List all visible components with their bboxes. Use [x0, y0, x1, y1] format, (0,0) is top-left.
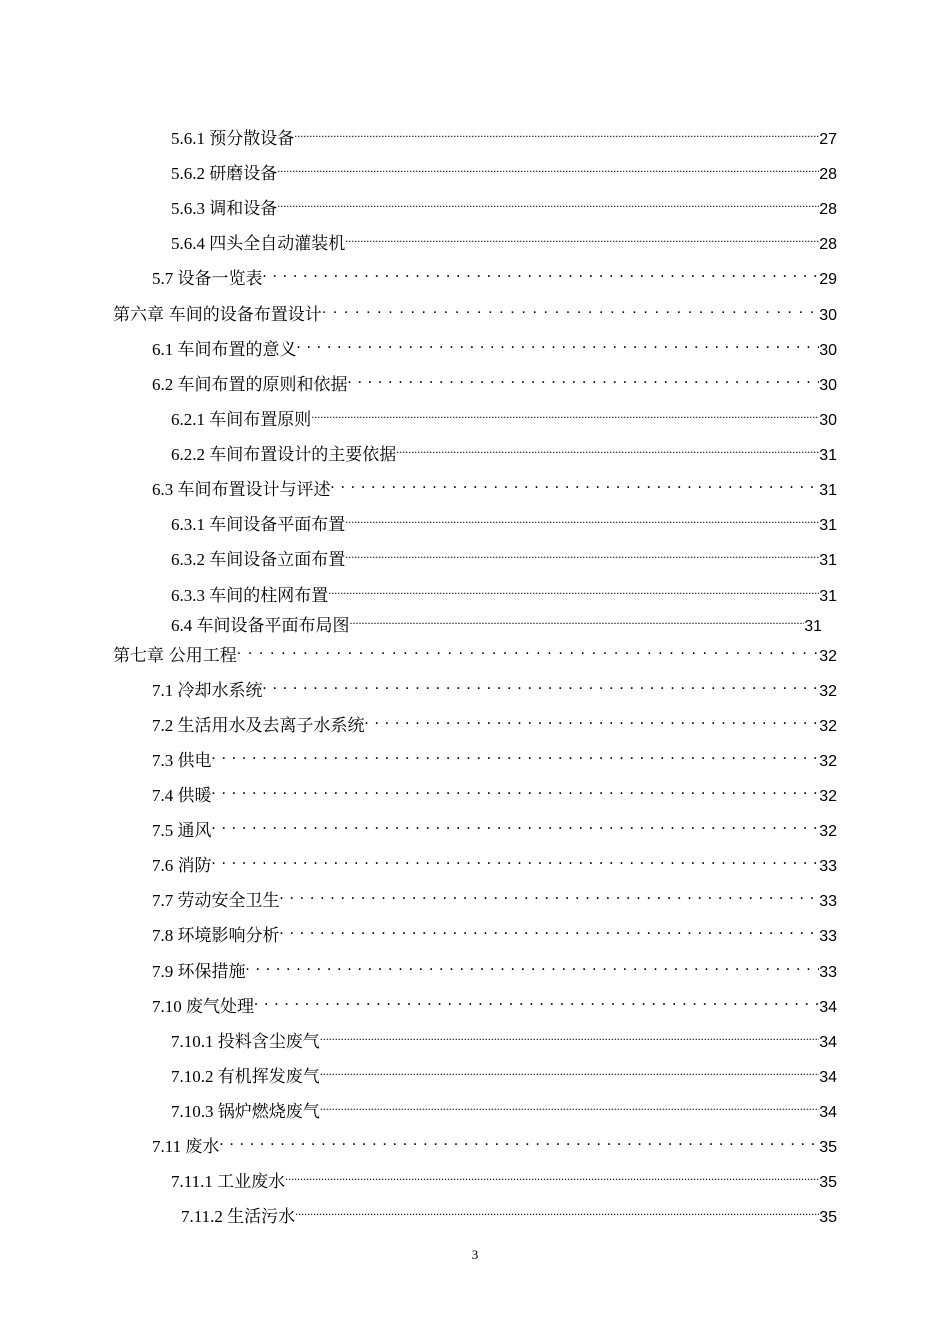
toc-entry-page: 32 [819, 823, 837, 840]
toc-leader-dots [277, 188, 819, 214]
toc-entry[interactable] [152, 845, 837, 875]
toc-entry[interactable] [152, 915, 837, 945]
toc-leader-dots [280, 915, 820, 941]
toc-entry-page: 31 [819, 517, 837, 534]
toc-entry-page: 30 [819, 342, 837, 359]
toc-entry-page: 28 [819, 166, 837, 183]
toc-entry-page: 31 [819, 588, 837, 605]
toc-entry-page: 33 [819, 928, 837, 945]
toc-leader-dots [246, 951, 820, 977]
toc-entry-page: 34 [819, 1069, 837, 1086]
toc-leader-dots [350, 605, 805, 631]
toc-entry-page: 31 [819, 482, 837, 499]
toc-leader-dots [280, 880, 820, 906]
toc-entry-label: 7.11.2 生活污水 [181, 1207, 296, 1226]
toc-entry-label: 6.3 车间布置设计与评述 [152, 480, 331, 499]
toc-entry[interactable] [171, 1056, 837, 1086]
toc-entry[interactable] [171, 1021, 837, 1051]
toc-entry-page: 32 [819, 753, 837, 770]
toc-entry[interactable] [171, 399, 837, 429]
toc-entry-page: 35 [819, 1209, 837, 1226]
toc-entry-label: 5.6.1 预分散设备 [171, 129, 295, 148]
toc-entry[interactable] [171, 153, 837, 183]
toc-entry-label: 7.1 冷却水系统 [152, 681, 263, 700]
toc-entry[interactable] [152, 1126, 837, 1156]
toc-entry-label: 6.2 车间布置的原则和依据 [152, 375, 348, 394]
toc-entry-page: 33 [819, 858, 837, 875]
toc-leader-dots [328, 575, 819, 601]
toc-entry[interactable] [171, 605, 822, 635]
toc-entry-page: 35 [819, 1174, 837, 1191]
toc-leader-dots [237, 635, 819, 661]
toc-entry[interactable] [171, 504, 837, 534]
toc-leader-dots [365, 705, 820, 731]
toc-entry[interactable] [152, 775, 837, 805]
toc-entry-page: 31 [819, 447, 837, 464]
toc-entry-page: 27 [819, 131, 837, 148]
toc-entry-label: 7.4 供暖 [152, 786, 212, 805]
toc-entry-label: 6.4 车间设备平面布局图 [171, 616, 350, 635]
toc-entry-page: 35 [819, 1139, 837, 1156]
toc-leader-dots [322, 294, 819, 320]
toc-entry-label: 7.11 废水 [152, 1137, 220, 1156]
toc-entry-label: 7.9 环保措施 [152, 962, 246, 981]
toc-entry-page: 33 [819, 964, 837, 981]
toc-entry-label: 6.2.1 车间布置原则 [171, 410, 312, 429]
toc-entry[interactable] [171, 575, 837, 605]
toc-entry-label: 7.8 环境影响分析 [152, 926, 280, 945]
toc-leader-dots [345, 504, 819, 530]
toc-entry-label: 5.6.2 研磨设备 [171, 164, 278, 183]
toc-entry-page: 32 [819, 683, 837, 700]
toc-entry-label: 5.6.4 四头全自动灌装机 [171, 234, 346, 253]
toc-entry[interactable] [171, 188, 837, 218]
toc-entry-label: 5.6.3 调和设备 [171, 199, 278, 218]
toc-leader-dots [294, 118, 819, 144]
toc-leader-dots [320, 1021, 819, 1047]
toc-leader-dots [219, 1126, 819, 1152]
toc-entry[interactable] [171, 118, 837, 148]
toc-chapter-entry[interactable] [113, 635, 837, 665]
toc-entry-label: 7.10.3 锅炉燃烧废气 [171, 1102, 320, 1121]
toc-leader-dots [263, 258, 820, 284]
toc-leader-dots [285, 1161, 819, 1187]
toc-entry-label: 5.7 设备一览表 [152, 269, 263, 288]
toc-leader-dots [212, 845, 820, 871]
toc-entry-page: 30 [819, 412, 837, 429]
toc-leader-dots [297, 329, 820, 355]
toc-entry-label: 7.3 供电 [152, 751, 212, 770]
toc-entry[interactable] [171, 1161, 837, 1191]
toc-entry-label: 第七章 公用工程 [113, 646, 237, 665]
toc-entry-page: 29 [819, 271, 837, 288]
toc-entry-label: 7.10.2 有机挥发废气 [171, 1067, 320, 1086]
toc-entry[interactable] [152, 880, 837, 910]
toc-entry[interactable] [181, 1196, 837, 1226]
toc-entry-label: 7.2 生活用水及去离子水系统 [152, 716, 365, 735]
toc-entry-page: 34 [819, 1104, 837, 1121]
toc-leader-dots [345, 539, 819, 565]
toc-entry-label: 7.6 消防 [152, 856, 212, 875]
toc-entry[interactable] [152, 810, 837, 840]
toc-leader-dots [320, 1056, 819, 1082]
toc-entry-label: 7.7 劳动安全卫生 [152, 891, 280, 910]
toc-leader-dots [254, 986, 819, 1012]
toc-entry[interactable] [171, 434, 837, 464]
toc-entry[interactable] [171, 223, 837, 253]
toc-entry-label: 6.3.3 车间的柱网布置 [171, 586, 329, 605]
toc-entry-page: 31 [819, 552, 837, 569]
toc-leader-dots [345, 223, 819, 249]
toc-entry-label: 6.3.2 车间设备立面布置 [171, 550, 346, 569]
toc-entry-page: 34 [819, 999, 837, 1016]
toc-entry[interactable] [152, 329, 837, 359]
page-number: 3 [471, 1247, 479, 1262]
toc-entry[interactable] [152, 469, 837, 499]
toc-entry-page: 31 [804, 618, 822, 635]
toc-leader-dots [263, 670, 820, 696]
toc-entry[interactable] [152, 986, 837, 1016]
toc-entry-page: 32 [819, 718, 837, 735]
toc-leader-dots [311, 399, 819, 425]
toc-leader-dots [277, 153, 819, 179]
toc-entry-page: 34 [819, 1034, 837, 1051]
toc-leader-dots [320, 1091, 819, 1117]
toc-leader-dots [212, 740, 820, 766]
toc-leader-dots [295, 1196, 819, 1222]
toc-leader-dots [212, 775, 820, 801]
toc-entry-page: 28 [819, 201, 837, 218]
toc-entry-label: 第六章 车间的设备布置设计 [113, 305, 322, 324]
toc-leader-dots [396, 434, 819, 460]
toc-leader-dots [348, 364, 820, 390]
toc-entry-page: 32 [819, 648, 837, 665]
toc-chapter-entry[interactable] [113, 294, 837, 324]
toc-entry[interactable] [152, 670, 837, 700]
toc-entry-label: 6.2.2 车间布置设计的主要依据 [171, 445, 397, 464]
toc-entry-page: 33 [819, 893, 837, 910]
toc-entry-page: 30 [819, 307, 837, 324]
toc-entry-label: 7.11.1 工业废水 [171, 1172, 286, 1191]
toc-entry[interactable] [152, 364, 837, 394]
toc-entry[interactable] [152, 740, 837, 770]
toc-entry-label: 7.10.1 投料含尘废气 [171, 1032, 320, 1051]
toc-entry-page: 28 [819, 236, 837, 253]
toc-entry[interactable] [152, 705, 837, 735]
toc-entry-label: 7.10 废气处理 [152, 997, 254, 1016]
toc-entry-label: 7.5 通风 [152, 821, 212, 840]
toc-entry[interactable] [152, 258, 837, 288]
toc-entry-page: 32 [819, 788, 837, 805]
toc-entry-page: 30 [819, 377, 837, 394]
toc-entry[interactable] [152, 951, 837, 981]
toc-leader-dots [331, 469, 820, 495]
toc-entry-label: 6.3.1 车间设备平面布置 [171, 515, 346, 534]
toc-leader-dots [212, 810, 820, 836]
toc-entry[interactable] [171, 1091, 837, 1121]
toc-entry[interactable] [171, 539, 837, 569]
toc-entry-label: 6.1 车间布置的意义 [152, 340, 297, 359]
